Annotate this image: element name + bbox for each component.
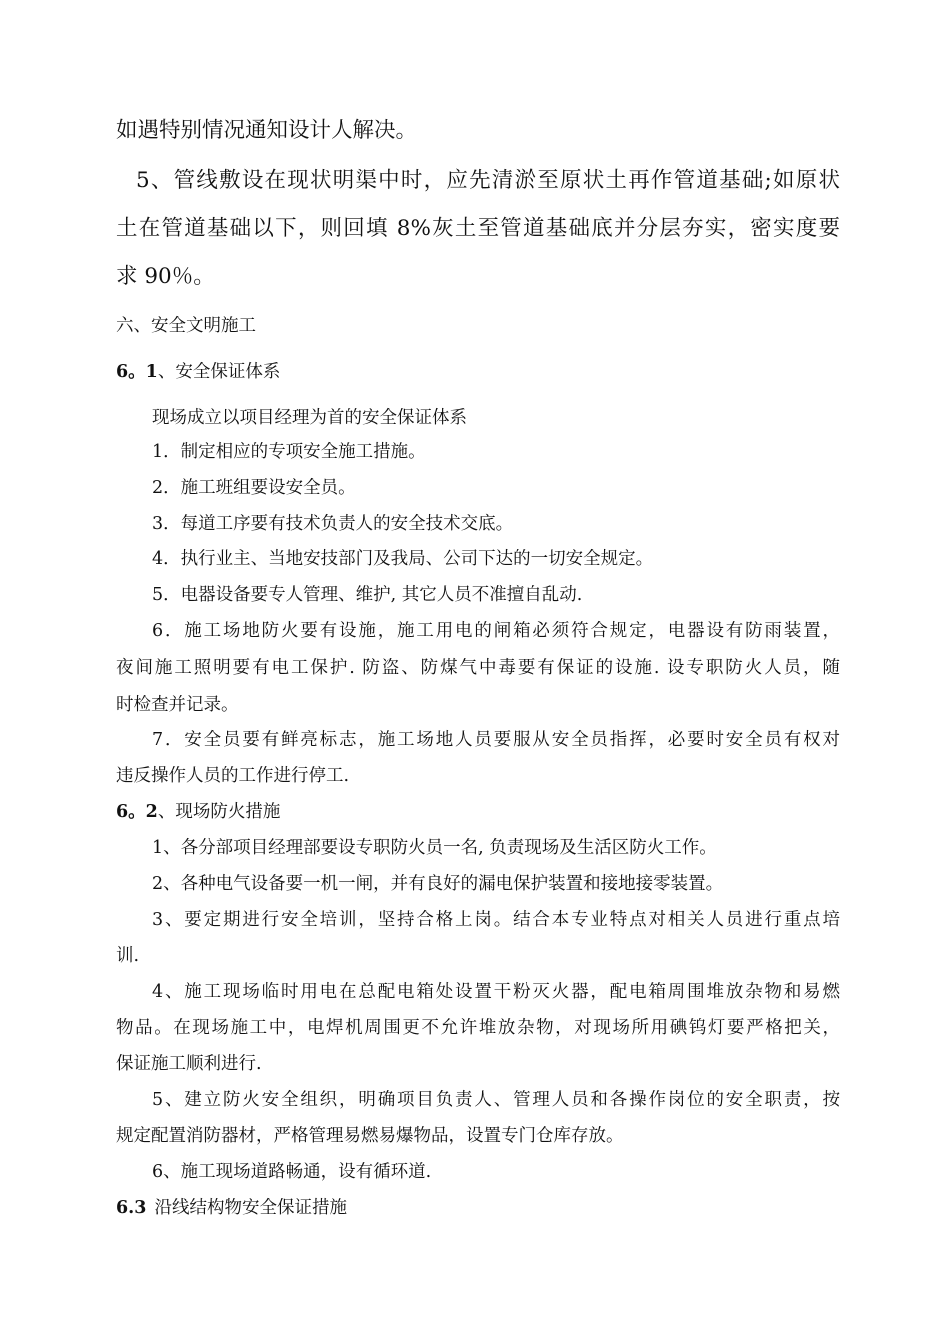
- list-item: 6．施工场地防火要有设施，施工用电的闸箱必须符合规定，电器设有防雨装置，: [152, 621, 840, 641]
- subsection-heading: [116, 804, 840, 822]
- list-item: 4、施工现场临时用电在总配电箱处设置干粉灭火器，配电箱周围堆放杂物和易燃: [152, 982, 840, 1002]
- subsection-title: 、现场防火措施: [157, 802, 281, 822]
- list-item: 3．每道工序要有技术负责人的安全技术交底。: [152, 514, 514, 534]
- list-item: 2．施工班组要设安全员。: [152, 478, 356, 498]
- list-item: 1、各分部项目经理部要设专职防火员一名, 负责现场及生活区防火工作。: [152, 838, 717, 858]
- list-item: 5、建立防火安全组织，明确项目负责人、管理人员和各操作岗位的安全职责，按: [152, 1090, 840, 1110]
- subsection-heading: [116, 364, 840, 382]
- list-item: 3、要定期进行安全培训，坚持合格上岗。结合本专业特点对相关人员进行重点培: [152, 910, 840, 930]
- subsection-title: 沿线结构物安全保证措施: [154, 1198, 347, 1218]
- list-item-continuation: 规定配置消防器材，严格管理易燃易爆物品，设置专门仓库存放。: [116, 1126, 624, 1146]
- list-item-continuation: 时检查并记录。: [116, 695, 239, 715]
- list-item-continuation: 训.: [116, 946, 140, 966]
- list-item: 5．电器设备要专人管理、维护, 其它人员不准擅自乱动.: [152, 585, 583, 605]
- paragraph-line: 5、管线敷设在现状明渠中时，应先清淤至原状土再作管道基础;如原状: [136, 168, 840, 193]
- list-item-continuation: 物品。在现场施工中，电焊机周围更不允许堆放杂物，对现场所用碘钨灯要严格把关，: [116, 1018, 840, 1038]
- subsection-number: 6.3: [116, 1198, 147, 1218]
- paragraph-line: 如遇特别情况通知设计人解决。: [116, 118, 418, 143]
- list-item: 4．执行业主、当地安技部门及我局、公司下达的一切安全规定。: [152, 549, 654, 569]
- paragraph-line: 现场成立以项目经理为首的安全保证体系: [152, 408, 467, 428]
- subsection-number: 6。2: [116, 802, 158, 822]
- list-item: 2、各种电气设备要一机一闸，并有良好的漏电保护装置和接地接零装置。: [152, 874, 724, 894]
- list-item-continuation: 夜间施工照明要有电工保护. 防盗、防煤气中毒要有保证的设施. 设专职防火人员，随: [116, 658, 840, 678]
- paragraph-line: 求 90％。: [116, 264, 215, 289]
- list-item-continuation: 违反操作人员的工作进行停工.: [116, 766, 350, 786]
- list-item: 6、施工现场道路畅通，设有循环道.: [152, 1162, 432, 1182]
- list-item: 7．安全员要有鲜亮标志，施工场地人员要服从安全员指挥，必要时安全员有权对: [152, 730, 840, 750]
- subsection-title: 、安全保证体系: [157, 362, 281, 382]
- subsection-heading: [116, 1200, 840, 1218]
- paragraph-line: 土在管道基础以下，则回填 8%灰土至管道基础底并分层夯实，密实度要: [116, 216, 840, 241]
- list-item: 1．制定相应的专项安全施工措施。: [152, 442, 426, 462]
- section-heading: 六、安全文明施工: [116, 316, 256, 336]
- list-item-continuation: 保证施工顺利进行.: [116, 1054, 262, 1074]
- subsection-number: 6。1: [116, 362, 158, 382]
